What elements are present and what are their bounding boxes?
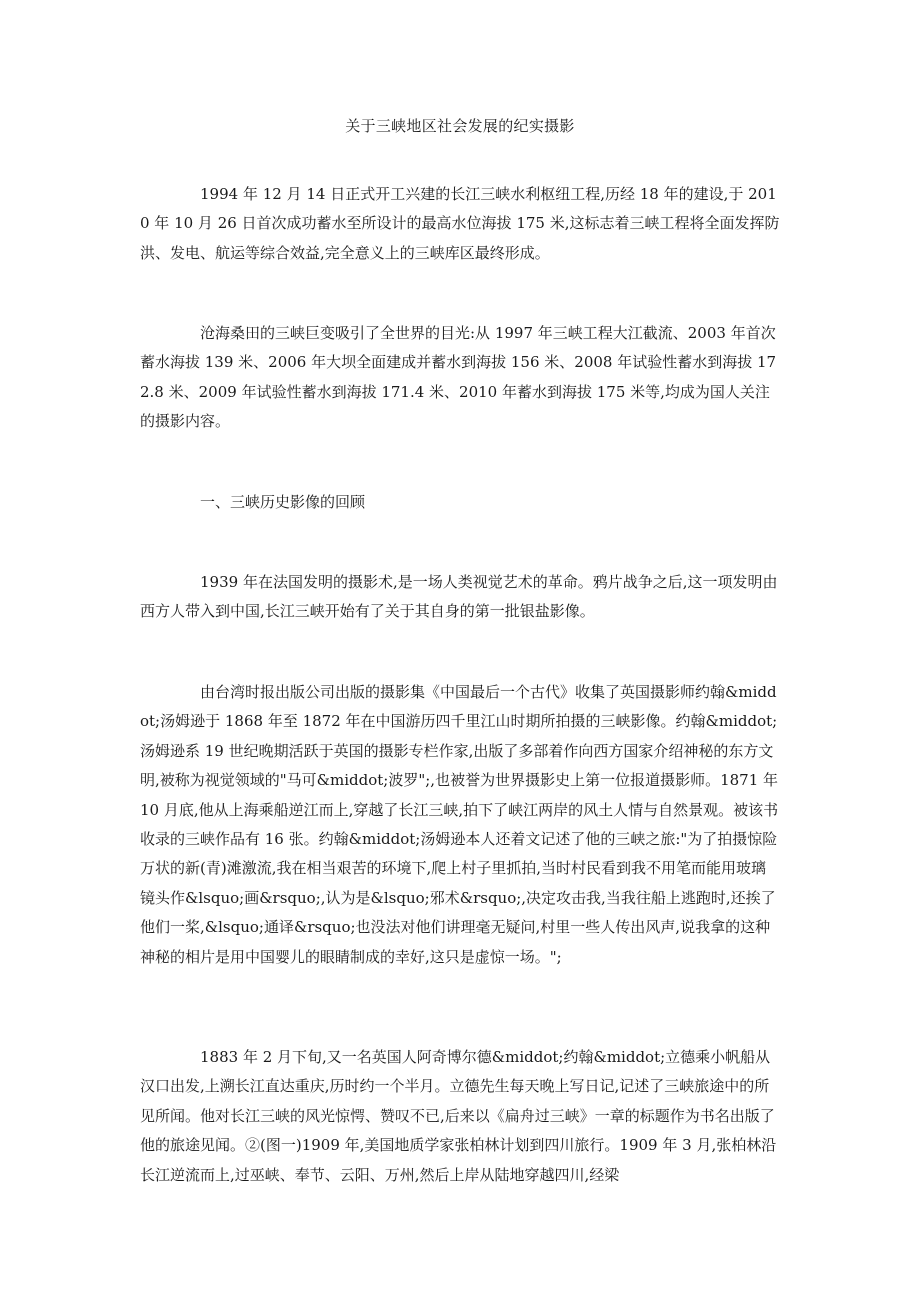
paragraph-little: 1883 年 2 月下旬,又一名英国人阿奇博尔德&middot;约翰&middot;立德乘小帆船从汉口出发,上溯长江直达重庆,历时约一个半月。立德先生每天晚上写日记,记述了三峡旅途中的所见所闻。他对长江三峡的风光惊愕、赞叹不已,后来以《扁舟过三峡》一章的标题作为书名出版了他的旅途见闻。②(图一)1909 年,美国地质学家张柏林计划到四川旅行。1909 年 3 月,张柏林沿长江逆流而上,过巫峡、奉节、云阳、万州,然后上岸从陆地穿越四川,经梁	[140, 1048, 777, 1184]
paragraph-attention: 沧海桑田的三峡巨变吸引了全世界的目光:从 1997 年三峡工程大江截流、2003 年首次蓄水海拔 139 米、2006 年大坝全面建成并蓄水到海拔 156 米、2008 年试验性蓄水到海拔 172.8 米、2009 年试验性蓄水到海拔 171.4 米、2010 年蓄水到海拔 175 米等,均成为国人关注的摄影内容。	[140, 324, 777, 431]
paragraph-thomson: 由台湾时报出版公司出版的摄影集《中国最后一个古代》收集了英国摄影师约翰&middot;汤姆逊于 1868 年至 1872 年在中国游历四千里江山时期所拍摄的三峡影像。约翰&middot;汤姆逊系 19 世纪晚期活跃于英国的摄影专栏作家,出版了多部着作向西方国家介绍神秘的东方文明,被称为视觉领域的"马可&middot;波罗";,也被誉为世界摄影史上第一位报道摄影师。1871 年 10 月底,他从上海乘船逆江而上,穿越了长江三峡,拍下了峡江两岸的风土人情与自然景观。被该书收录的三峡作品有 16 张。约翰&middot;汤姆逊本人还着文记述了他的三峡之旅:"为了拍摄惊险万状的新(青)滩激流,我在相当艰苦的环境下,爬上村子里抓拍,当时村民看到我不用笔而能用玻璃镜头作&lsquo;画&rsquo;,认为是&lsquo;邪术&rsquo;,决定攻击我,当我往船上逃跑时,还挨了他们一桨,&lsquo;通译&rsquo;也没法对他们讲理毫无疑问,村里一些人传出风声,说我拿的这种神秘的相片是用中国婴儿的眼睛制成的幸好,这只是虚惊一场。";	[140, 683, 779, 966]
paragraph-photography-invention: 1939 年在法国发明的摄影术,是一场人类视觉艺术的革命。鸦片战争之后,这一项发明由西方人带入到中国,长江三峡开始有了关于其自身的第一批银盐影像。	[140, 573, 778, 621]
document-title: 关于三峡地区社会发展的纪实摄影	[345, 117, 575, 135]
section-heading: 一、三峡历史影像的回顾	[200, 493, 366, 511]
paragraph-intro: 1994 年 12 月 14 日正式开工兴建的长江三峡水利枢纽工程,历经 18 年的建设,于 2010 年 10 月 26 日首次成功蓄水至所设计的最高水位海拔 175 米,这标志着三峡工程将全面发挥防洪、发电、航运等综合效益,完全意义上的三峡库区最终形成。	[140, 185, 780, 262]
